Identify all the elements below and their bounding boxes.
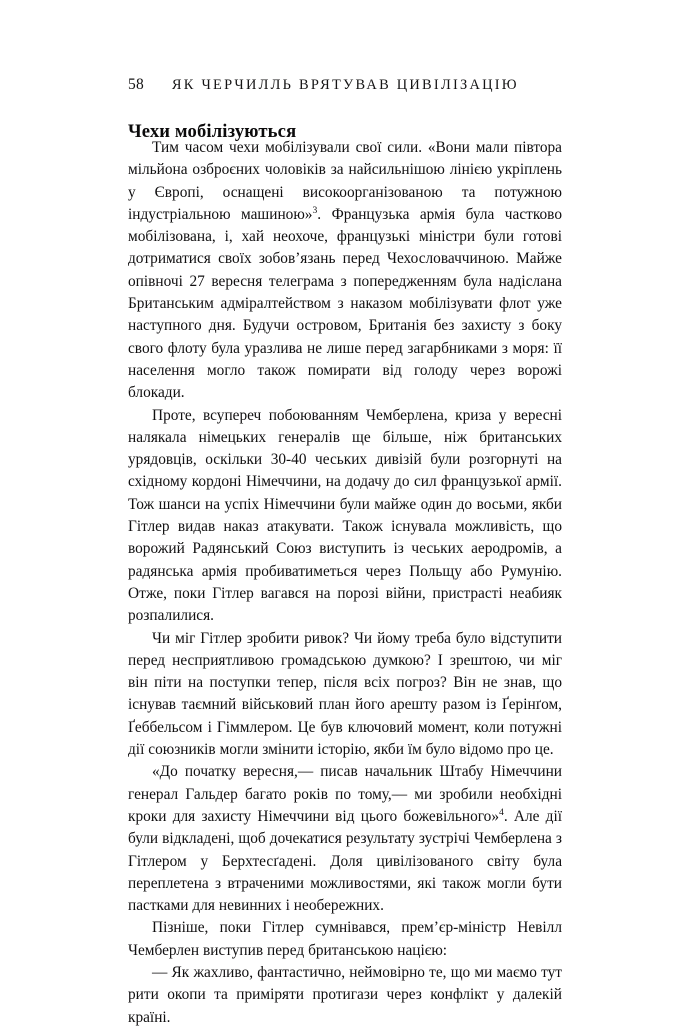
- paragraph-1: [128, 137, 562, 405]
- paragraph-6-dialogue: — Як жахливо, фантастично, неймовірно те, що ми маємо тут рити окопи та приміряти протигази через конфлікт у далекій країні.: [128, 963, 562, 1026]
- running-title: ЯК ЧЕРЧИЛЛЬ ВРЯТУВАВ ЦИВІЛІЗАЦІЮ: [171, 77, 519, 93]
- running-head: [128, 76, 562, 96]
- page-number: 58: [128, 76, 144, 93]
- paragraph-3: Чи міг Гітлер зробити ривок? Чи йому треба було відступити перед несприятливою громадською думкою? І зрештою, чи міг він піти на поступки тепер, після всіх погроз? Він не знав, що існував таємний військовий план його арешту разом із Ґерінґом, Ґеббельсом і Гіммлером. Це був ключовий момент, коли потужні дії союзників могли змінити історію, якби їм було відомо про це.: [128, 629, 562, 759]
- paragraph-4-text-a: «До початку вересня,— писав начальник Штабу Німеччини генерал Гальдер багато років по тому,— ми зробили необхідні кроки для захисту Німеччини від цього божевільного»: [128, 763, 562, 825]
- paragraph-4: [128, 761, 562, 917]
- paragraph-5: Пізніше, поки Гітлер сумнівався, прем’єр-міністр Невілл Чемберлен виступив перед британською нацією:: [128, 919, 562, 959]
- paragraph-4-text-b: . Але дії були відкладені, щоб дочекатися результату зустрічі Чемберлена з Гітлером у Берхтесґадені. Доля цивілізованого світу була переплетена з втраченими можливостями, які також могли бути пастками для невинних і необережних.: [128, 807, 562, 915]
- paragraph-2: Проте, всупереч побоюванням Чемберлена, криза у вересні налякала німецьких генералів ще більше, ніж британських урядовців, оскільки 30-40 чеських дивізій були розгорнуті на східному кордоні Німеччини, на додачу до сил французької армії. Тож шанси на успіх Німеччини були майже один до восьми, якби Гітлер видав наказ атакувати. Також існувала можливість, що ворожий Радянський Союз виступить із чеських аеродромів, а радянська армія пробиватиметься через Польщу або Румунію. Отже, поки Гітлер вагався на порозі війни, пристрасті неабияк розпалилися.: [128, 406, 562, 625]
- section-heading: Чехи мобілізуються: [128, 121, 297, 143]
- body-text: [128, 137, 562, 1029]
- footnote-marker-4: 4: [499, 806, 504, 818]
- paragraph-1-text-a: Тим часом чехи мобілізували свої сили. «Вони мали півтора мільйона озброєних чоловіків за найсильнішою лінією укріплень у Європі, оснащені високоорганізованою та потужною індустріальною машиною»: [128, 139, 562, 223]
- footnote-marker-3: 3: [312, 204, 318, 216]
- paragraph-1-text-b: . Французька армія була частково мобілізована, і, хай неохоче, французькі міністри були готові дотриматися своїх зобов’язань перед Чехословаччиною. Майже опівночі 27 вересня телеграма з попередженням була надіслана Британським адміралтейством з наказом мобілізувати флот уже наступного дня. Будучи островом, Британія без захисту з боку свого флоту була уразлива не лише перед загарбниками з моря: її населення могло також помирати від голоду через ворожі блокади.: [128, 205, 562, 402]
